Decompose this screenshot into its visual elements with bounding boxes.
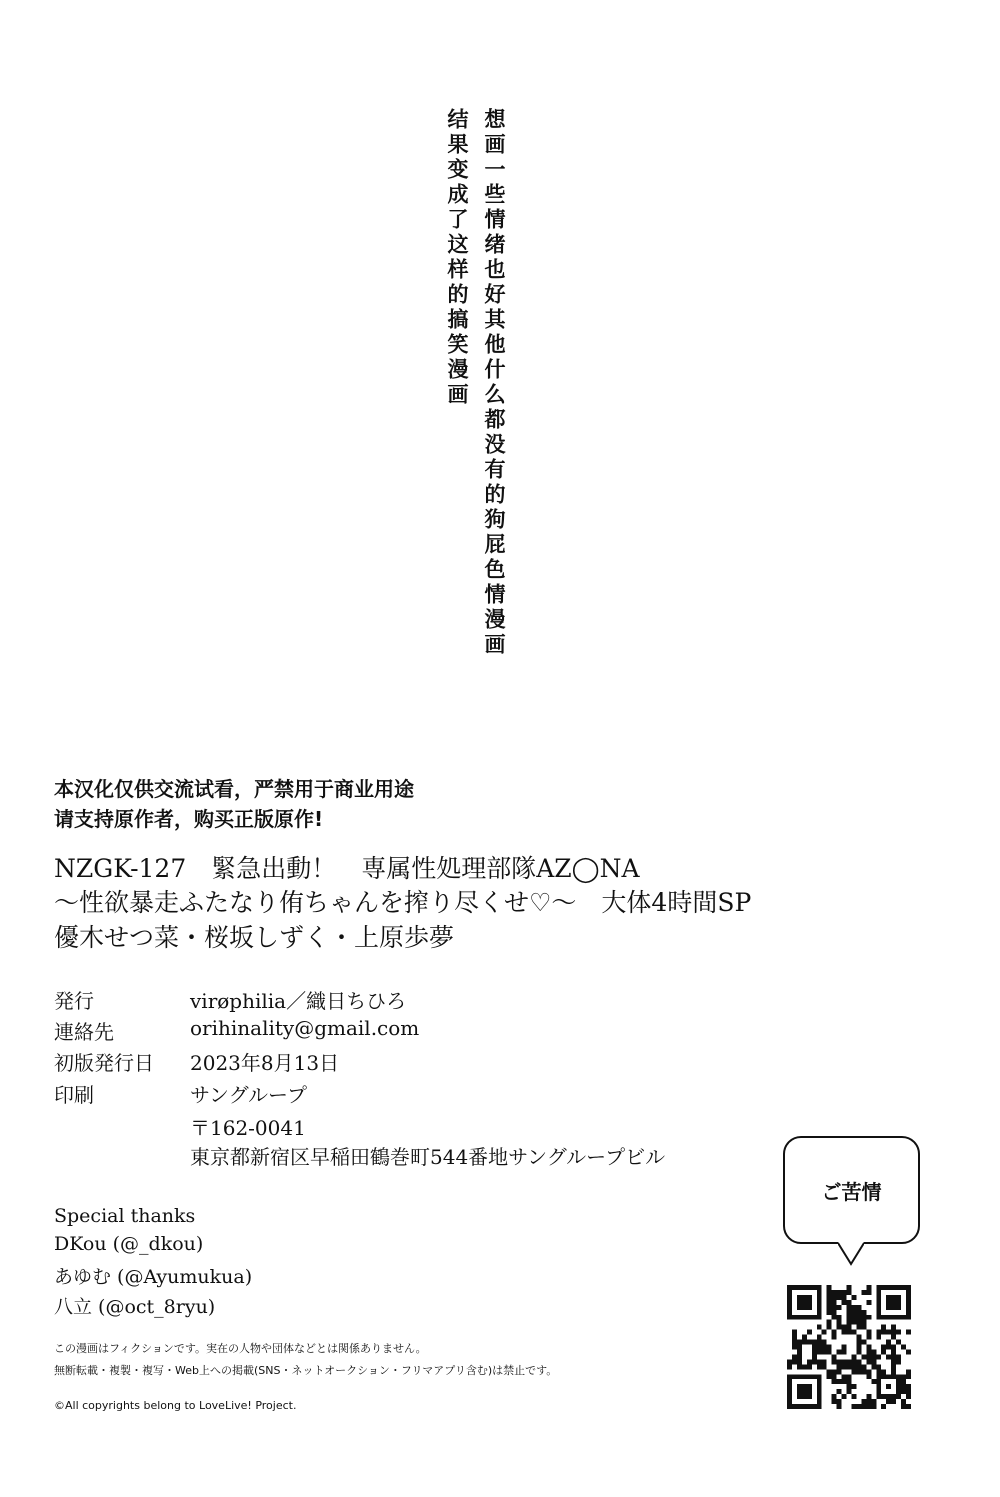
translation-notice-line-1: 本汉化仅供交流试看，严禁用于商业用途 bbox=[54, 777, 414, 801]
contact-email[interactable]: orihinality@gmail.com bbox=[190, 1016, 420, 1040]
book-title-line-2: ～性欲暴走ふたなり侑ちゃんを搾り尽くせ♡～ 大体4時間SP bbox=[54, 888, 752, 917]
first-edition-date: 2023年8月13日 bbox=[190, 1051, 340, 1075]
complaint-speech-bubble bbox=[783, 1136, 920, 1244]
vertical-text-line-2: 结果变成了这样的搞笑漫画 bbox=[445, 108, 469, 408]
book-title-line-1: NZGK-127 緊急出動！ 専属性処理部隊AZ◯NA bbox=[54, 854, 640, 883]
publisher-label: 発行 bbox=[54, 989, 94, 1013]
printer-value: サングループ bbox=[190, 1083, 307, 1107]
printer-address: 東京都新宿区早稲田鶴巻町544番地サングループビル bbox=[190, 1145, 666, 1169]
vertical-text-line-1: 想画一些情绪也好其他什么都没有的狗屁色情漫画 bbox=[482, 108, 506, 658]
first-edition-date-label: 初版発行日 bbox=[54, 1051, 154, 1075]
thanks-name: 八立 (@oct_8ryu) bbox=[54, 1296, 216, 1318]
fiction-disclaimer: この漫画はフィクションです。実在の人物や団体などとは関係ありません。 bbox=[54, 1342, 427, 1355]
postal-code: 〒162-0041 bbox=[190, 1116, 306, 1140]
book-characters: 優木せつ菜・桜坂しずく・上原歩夢 bbox=[54, 923, 455, 952]
qr-code-icon[interactable] bbox=[787, 1285, 911, 1409]
thanks-name: DKou (@_dkou) bbox=[54, 1233, 204, 1255]
contact-label: 連絡先 bbox=[54, 1020, 114, 1044]
thanks-name: あゆむ (@Ayumukua) bbox=[54, 1266, 253, 1288]
translation-notice-line-2: 请支持原作者，购买正版原作! bbox=[54, 807, 324, 831]
publisher-value: virøphilia／織日ちひろ bbox=[190, 989, 407, 1013]
complaint-label: ご苦情 bbox=[821, 1179, 882, 1204]
reproduction-prohibited-notice: 無断転載・複製・複写・Web上への掲載(SNS・ネットオークション・フリマアプリ含む)は禁止です。 bbox=[54, 1364, 558, 1377]
printer-label: 印刷 bbox=[54, 1083, 94, 1107]
speech-bubble-tail bbox=[838, 1242, 864, 1266]
copyright-notice: ©All copyrights belong to LoveLive! Project. bbox=[54, 1399, 297, 1412]
special-thanks-heading: Special thanks bbox=[54, 1205, 196, 1227]
